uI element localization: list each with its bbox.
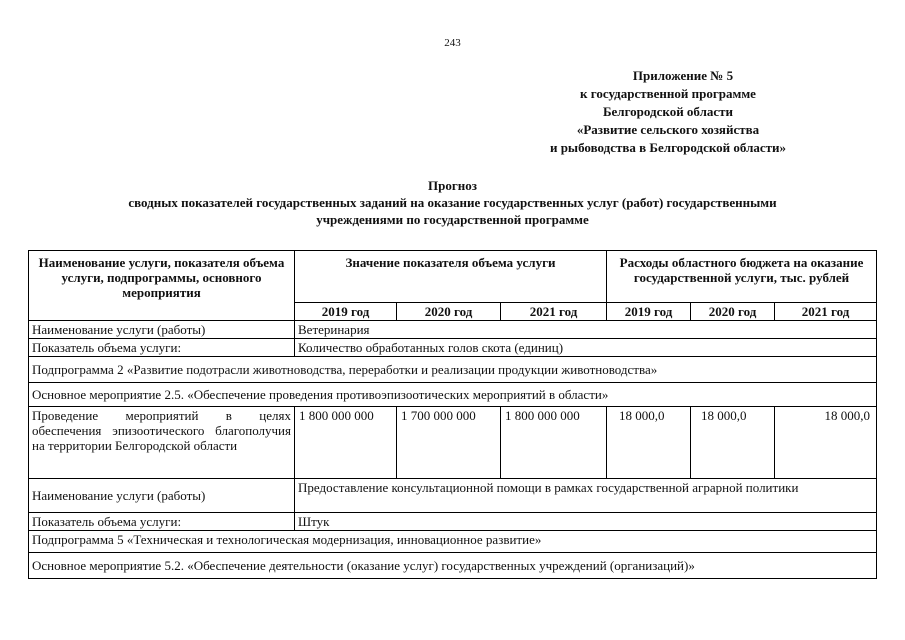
measure-heading: Основное мероприятие 5.2. «Обеспечение деятельности (оказание услуг) государственных учреждений (организаций)» bbox=[29, 553, 877, 579]
header-year: 2021 год bbox=[775, 303, 877, 321]
title-line: учреждениями по государственной программе bbox=[316, 212, 589, 227]
table-row bbox=[29, 407, 877, 479]
measure-heading: Основное мероприятие 2.5. «Обеспечение проведения противоэпизоотических мероприятий в области» bbox=[29, 383, 877, 407]
header-year: 2020 год bbox=[691, 303, 775, 321]
header-year: 2021 год bbox=[501, 303, 607, 321]
service-value: Предоставление консультационной помощи в рамках государственной аграрной политики bbox=[295, 479, 877, 513]
table-row bbox=[29, 513, 877, 531]
volume-value: 1 700 000 000 bbox=[397, 407, 501, 479]
indicator-value: Количество обработанных голов скота (единиц) bbox=[295, 339, 877, 357]
document-title bbox=[40, 177, 865, 228]
appendix-heading bbox=[478, 67, 858, 157]
appendix-line: Приложение № 5 bbox=[632, 68, 734, 83]
table-row bbox=[29, 531, 877, 553]
activity-label: Проведение мероприятий в целях обеспечения эпизоотического благополучия на территории Белгородской области bbox=[29, 407, 295, 479]
header-name-column: Наименование услуги, показателя объема услуги, подпрограммы, основного мероприятия bbox=[29, 251, 295, 321]
subprogram-heading: Подпрограмма 5 «Техническая и технологическая модернизация, инновационное развитие» bbox=[29, 531, 877, 553]
table-row bbox=[29, 357, 877, 383]
budget-value: 18 000,0 bbox=[691, 407, 775, 479]
indicator-label: Показатель объема услуги: bbox=[29, 339, 295, 357]
table-row bbox=[29, 339, 877, 357]
service-value: Ветеринария bbox=[295, 321, 877, 339]
service-label: Наименование услуги (работы) bbox=[29, 321, 295, 339]
service-label: Наименование услуги (работы) bbox=[29, 479, 295, 513]
header-year: 2019 год bbox=[607, 303, 691, 321]
appendix-line: и рыбоводства в Белгородской области» bbox=[549, 140, 787, 155]
subprogram-heading: Подпрограмма 2 «Развитие подотрасли животноводства, переработки и реализации продукции животноводства» bbox=[29, 357, 877, 383]
budget-value: 18 000,0 bbox=[607, 407, 691, 479]
header-year: 2020 год bbox=[397, 303, 501, 321]
table-row bbox=[29, 553, 877, 579]
table-row bbox=[29, 383, 877, 407]
appendix-line: к государственной программе bbox=[580, 86, 756, 101]
title-line: Прогноз bbox=[428, 178, 477, 193]
volume-value: 1 800 000 000 bbox=[501, 407, 607, 479]
forecast-table bbox=[28, 250, 877, 579]
indicator-label: Показатель объема услуги: bbox=[29, 513, 295, 531]
page-number: 243 bbox=[444, 37, 461, 49]
table-row bbox=[29, 321, 877, 339]
appendix-line: Белгородской области bbox=[602, 104, 734, 119]
indicator-value: Штук bbox=[295, 513, 877, 531]
header-volume-column: Значение показателя объема услуги bbox=[295, 251, 607, 303]
title-line: сводных показателей государственных заданий на оказание государственных услуг (работ) государственными bbox=[128, 195, 777, 210]
header-budget-column: Расходы областного бюджета на оказание государственной услуги, тыс. рублей bbox=[607, 251, 877, 303]
header-year: 2019 год bbox=[295, 303, 397, 321]
volume-value: 1 800 000 000 bbox=[295, 407, 397, 479]
budget-value: 18 000,0 bbox=[775, 407, 877, 479]
table-row bbox=[29, 479, 877, 513]
appendix-line: «Развитие сельского хозяйства bbox=[576, 122, 760, 137]
